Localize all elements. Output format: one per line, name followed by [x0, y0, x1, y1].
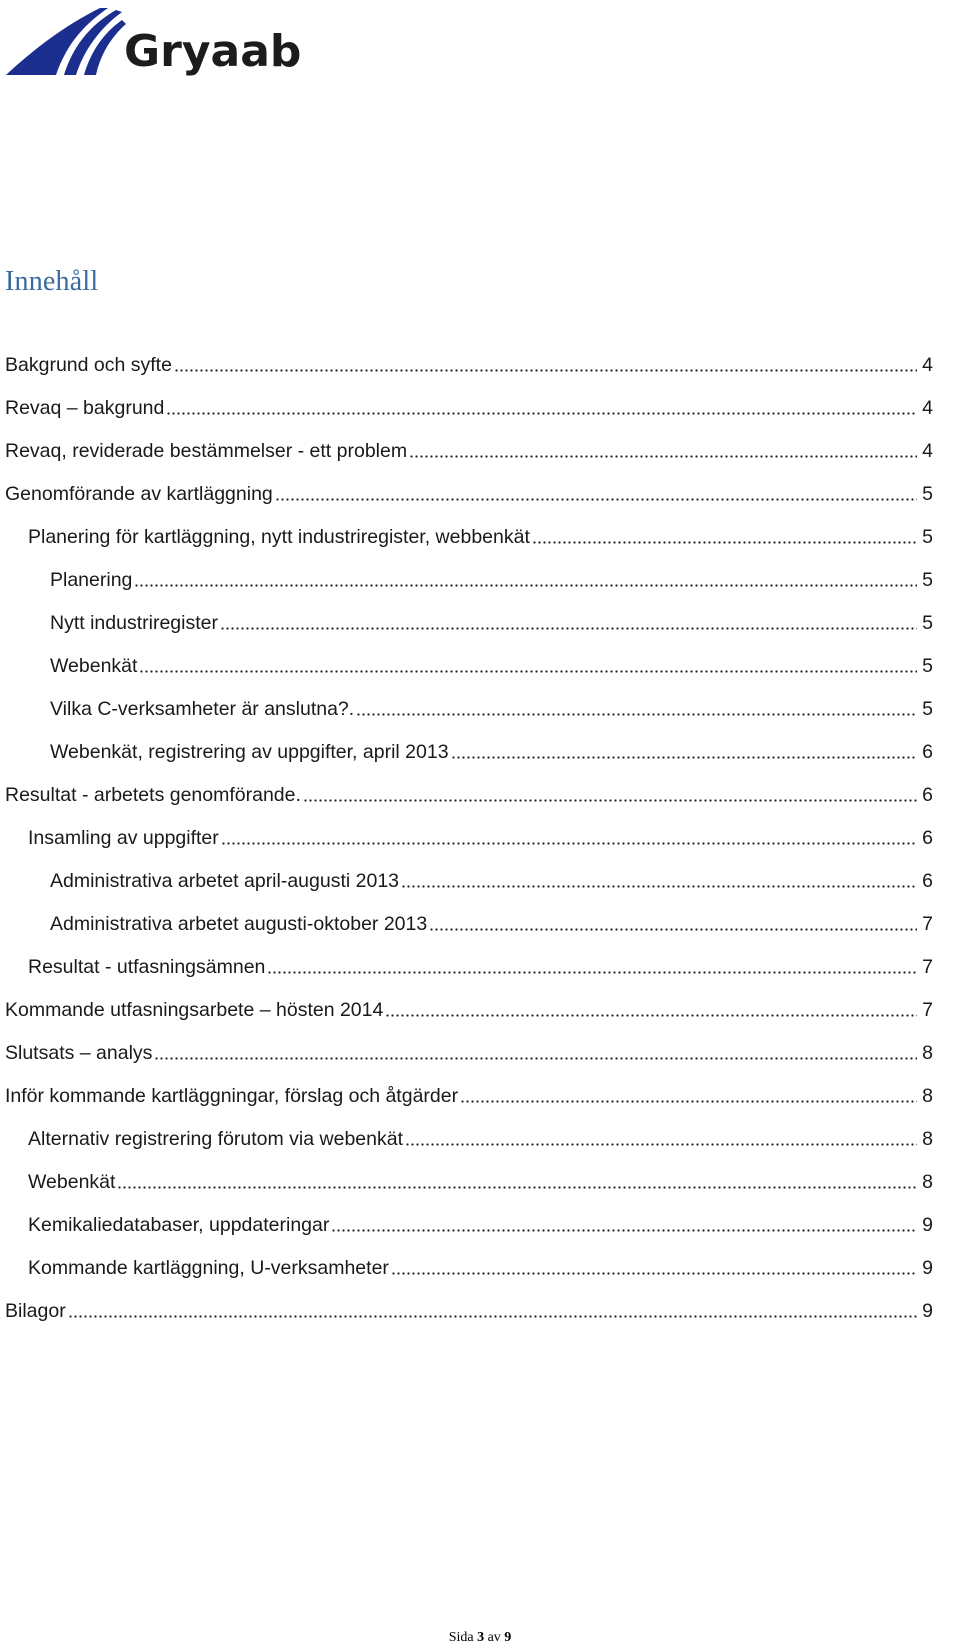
toc-entry[interactable]: [5, 1127, 960, 1170]
footer-prefix: Sida: [448, 1630, 474, 1645]
logo-wordmark: Gryaab: [124, 26, 302, 77]
toc-dot-leader: [356, 697, 917, 716]
toc-dot-leader: [117, 1170, 917, 1189]
toc-dot-leader: [532, 525, 917, 544]
toc-entry-title: Administrativa arbetet augusti-oktober 2013: [50, 913, 428, 935]
toc-entry-page-number: 6: [922, 784, 933, 806]
toc-entry[interactable]: [5, 525, 960, 568]
toc-dot-leader: [68, 1299, 917, 1318]
toc-entry-page-number: 8: [922, 1171, 933, 1193]
footer-total-pages: 9: [504, 1630, 512, 1645]
toc-entry-page-number: 5: [922, 526, 933, 548]
toc-entry-page-number: 9: [922, 1214, 933, 1236]
toc-heading: Innehåll: [5, 266, 99, 297]
toc-dot-leader: [174, 353, 917, 372]
toc-dot-leader: [220, 611, 917, 630]
toc-entry-page-number: 4: [922, 440, 933, 462]
toc-dot-leader: [460, 1084, 917, 1103]
toc-entry-title: Webenkät, registrering av uppgifter, april 2013: [50, 741, 449, 763]
toc-entry[interactable]: [5, 439, 960, 482]
toc-entry-title: Planering för kartläggning, nytt industriregister, webbenkät: [28, 526, 530, 548]
toc-entry-page-number: 4: [922, 354, 933, 376]
toc-entry[interactable]: [5, 611, 960, 654]
toc-entry[interactable]: [5, 1084, 960, 1127]
toc-entry-page-number: 9: [922, 1257, 933, 1279]
toc-entry-page-number: 5: [922, 569, 933, 591]
toc-entry[interactable]: [5, 783, 960, 826]
toc-entry-page-number: 7: [922, 913, 933, 935]
toc-entry[interactable]: [5, 1041, 960, 1084]
toc-entry[interactable]: [5, 1256, 960, 1299]
toc-entry-title: Bakgrund och syfte: [5, 354, 172, 376]
toc-entry-title: Webenkät: [28, 1171, 116, 1193]
toc-entry-title: Bilagor: [5, 1300, 66, 1322]
toc-entry[interactable]: [5, 912, 960, 955]
toc-entry-title: Kommande kartläggning, U-verksamheter: [28, 1257, 389, 1279]
toc-entry-title: Revaq – bakgrund: [5, 397, 165, 419]
toc-entry-title: Kemikaliedatabaser, uppdateringar: [28, 1214, 330, 1236]
toc-entry-title: Planering: [50, 569, 133, 591]
toc-entry-page-number: 5: [922, 612, 933, 634]
toc-entry[interactable]: [5, 568, 960, 611]
toc-dot-leader: [385, 998, 917, 1017]
toc-dot-leader: [154, 1041, 917, 1060]
toc-dot-leader: [139, 654, 917, 673]
toc-dot-leader: [429, 912, 917, 931]
toc-entry-page-number: 7: [922, 999, 933, 1021]
toc-entry-title: Nytt industriregister: [50, 612, 218, 634]
toc-entry-title: Slutsats – analys: [5, 1042, 153, 1064]
toc-dot-leader: [134, 568, 917, 587]
footer-separator: av: [487, 1630, 501, 1645]
toc-dot-leader: [166, 396, 917, 415]
toc-entry[interactable]: [5, 1213, 960, 1256]
toc-entry-title: Revaq, reviderade bestämmelser - ett problem: [5, 440, 408, 462]
toc-entry[interactable]: [5, 353, 960, 396]
toc-entry[interactable]: [5, 826, 960, 869]
page-footer: [0, 1630, 960, 1646]
toc-entry-title: Inför kommande kartläggningar, förslag och åtgärder: [5, 1085, 459, 1107]
logo-swoosh-stripe-2: [84, 20, 126, 75]
toc-dot-leader: [451, 740, 917, 759]
toc-entry[interactable]: [5, 697, 960, 740]
toc-dot-leader: [221, 826, 917, 845]
toc-entry[interactable]: [5, 740, 960, 783]
toc-entry[interactable]: [5, 869, 960, 912]
toc-entry-title: Resultat - utfasningsämnen: [28, 956, 266, 978]
toc-entry-page-number: 6: [922, 870, 933, 892]
footer-current-page: 3: [477, 1630, 485, 1645]
toc-entry[interactable]: [5, 396, 960, 439]
toc-entry-page-number: 8: [922, 1085, 933, 1107]
toc-entry-page-number: 6: [922, 827, 933, 849]
toc-entry-page-number: 4: [922, 397, 933, 419]
toc-entry-page-number: 8: [922, 1128, 933, 1150]
toc-entry-title: Kommande utfasningsarbete – hösten 2014: [5, 999, 384, 1021]
toc-entry-page-number: 9: [922, 1300, 933, 1322]
toc-entry-title: Alternativ registrering förutom via webenkät: [28, 1128, 404, 1150]
toc-entry-title: Administrativa arbetet april-augusti 2013: [50, 870, 400, 892]
toc-dot-leader: [401, 869, 917, 888]
toc-entry[interactable]: [5, 955, 960, 998]
toc-dot-leader: [391, 1256, 917, 1275]
toc-entry-page-number: 6: [922, 741, 933, 763]
toc-dot-leader: [303, 783, 917, 802]
toc-entry[interactable]: [5, 654, 960, 697]
toc-entry-page-number: 5: [922, 483, 933, 505]
toc-entry-page-number: 8: [922, 1042, 933, 1064]
toc-entry-title: Resultat - arbetets genomförande.: [5, 784, 301, 806]
toc-dot-leader: [409, 439, 917, 458]
toc-entry-title: Insamling av uppgifter: [28, 827, 219, 849]
toc-entry-title: Webenkät: [50, 655, 138, 677]
toc-entry-title: Genomförande av kartläggning: [5, 483, 273, 505]
toc-dot-leader: [405, 1127, 917, 1146]
toc-entry[interactable]: [5, 482, 960, 525]
toc-entry-page-number: 7: [922, 956, 933, 978]
toc-dot-leader: [267, 955, 917, 974]
toc-dot-leader: [331, 1213, 917, 1232]
table-of-contents: [5, 353, 960, 1342]
toc-entry-page-number: 5: [922, 698, 933, 720]
toc-dot-leader: [275, 482, 917, 501]
toc-entry[interactable]: [5, 1170, 960, 1213]
toc-entry-title: Vilka C-verksamheter är anslutna?.: [50, 698, 355, 720]
gryaab-logo: [4, 4, 304, 84]
toc-entry[interactable]: [5, 998, 960, 1041]
toc-entry[interactable]: [5, 1299, 960, 1342]
toc-entry-page-number: 5: [922, 655, 933, 677]
